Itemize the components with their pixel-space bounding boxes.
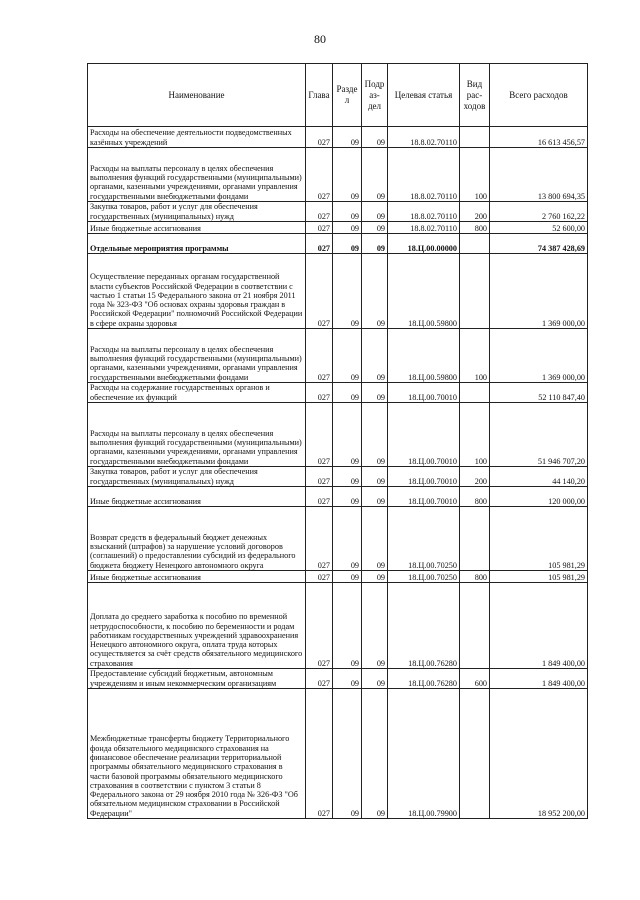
row-target: 18.8.02.70110 xyxy=(388,127,460,148)
row-glava: 027 xyxy=(306,467,333,487)
row-total: 120 000,00 xyxy=(490,487,588,507)
row-razdel: 09 xyxy=(333,329,362,383)
row-vid: 100 xyxy=(460,329,490,383)
row-glava: 027 xyxy=(306,383,333,403)
row-vid: 600 xyxy=(460,669,490,689)
row-glava: 027 xyxy=(306,689,333,819)
row-podrazdel: 09 xyxy=(362,571,388,583)
row-name: Межбюджетные трансферты бюджету Территориального фонда обязательного медицинского страхования на финансовое обеспечение реализации территориальной программы обязательного медицинского страхования в части базовой программы обязательного медицинского страхования в соответствии с пунктом 3 статьи 8 Федерального закона от 29 ноября 2010 года № 326-ФЗ "Об обязательном медицинском страховании в Российской Федерации" xyxy=(88,689,306,819)
row-glava: 027 xyxy=(306,127,333,148)
header-name: Наименование xyxy=(88,64,306,127)
row-razdel: 09 xyxy=(333,127,362,148)
table-row xyxy=(88,403,588,467)
row-podrazdel: 09 xyxy=(362,222,388,234)
row-target: 18.Ц.00.70010 xyxy=(388,383,460,403)
header-vid: Вид рас- ходов xyxy=(460,64,490,127)
row-target: 18.Ц.00.59800 xyxy=(388,329,460,383)
row-target: 18.Ц.00.70010 xyxy=(388,467,460,487)
row-vid: 100 xyxy=(460,403,490,467)
table-row xyxy=(88,202,588,222)
row-target: 18.8.02.70110 xyxy=(388,148,460,202)
row-vid xyxy=(460,234,490,254)
row-vid xyxy=(460,254,490,329)
row-target: 18.8.02.70110 xyxy=(388,202,460,222)
table-row xyxy=(88,222,588,234)
row-total: 105 981,29 xyxy=(490,571,588,583)
table-row xyxy=(88,507,588,571)
header-glava: Глава xyxy=(306,64,333,127)
row-podrazdel: 09 xyxy=(362,202,388,222)
row-glava: 027 xyxy=(306,234,333,254)
row-razdel: 09 xyxy=(333,234,362,254)
row-razdel: 09 xyxy=(333,254,362,329)
row-podrazdel: 09 xyxy=(362,467,388,487)
header-podrazdel: Подр аз- дел xyxy=(362,64,388,127)
row-name: Закупка товаров, работ и услуг для обеспечения государственных (муниципальных) нужд xyxy=(88,202,306,222)
row-total: 52 110 847,40 xyxy=(490,383,588,403)
row-glava: 027 xyxy=(306,571,333,583)
row-glava: 027 xyxy=(306,507,333,571)
row-glava: 027 xyxy=(306,487,333,507)
table-row xyxy=(88,689,588,819)
table-row xyxy=(88,669,588,689)
row-total: 52 600,00 xyxy=(490,222,588,234)
row-total: 16 613 456,57 xyxy=(490,127,588,148)
row-total: 74 387 428,69 xyxy=(490,234,588,254)
row-razdel: 09 xyxy=(333,148,362,202)
row-razdel: 09 xyxy=(333,689,362,819)
row-razdel: 09 xyxy=(333,403,362,467)
row-vid xyxy=(460,383,490,403)
page-number: 80 xyxy=(314,32,326,46)
row-name: Иные бюджетные ассигнования xyxy=(88,487,306,507)
row-razdel: 09 xyxy=(333,571,362,583)
row-razdel: 09 xyxy=(333,202,362,222)
row-podrazdel: 09 xyxy=(362,669,388,689)
row-glava: 027 xyxy=(306,254,333,329)
row-razdel: 09 xyxy=(333,383,362,403)
row-podrazdel: 09 xyxy=(362,329,388,383)
row-name: Возврат средств в федеральный бюджет денежных взысканий (штрафов) за нарушение условий договоров (соглашений) о предоставлении субсидий из федерального бюджета бюджету Ненецкого автономного округа xyxy=(88,507,306,571)
row-glava: 027 xyxy=(306,583,333,669)
row-podrazdel: 09 xyxy=(362,583,388,669)
table-row xyxy=(88,467,588,487)
budget-table xyxy=(87,63,588,819)
row-vid: 800 xyxy=(460,487,490,507)
table-body xyxy=(88,127,588,819)
row-vid xyxy=(460,507,490,571)
row-razdel: 09 xyxy=(333,669,362,689)
table-row xyxy=(88,487,588,507)
table-row xyxy=(88,127,588,148)
table-header-row xyxy=(88,64,588,127)
row-podrazdel: 09 xyxy=(362,383,388,403)
row-glava: 027 xyxy=(306,222,333,234)
row-name: Расходы на выплаты персоналу в целях обеспечения выполнения функций государственными (муниципальными) органами, казенными учреждениями, органами управления государственными внебюджетными фондами xyxy=(88,148,306,202)
row-glava: 027 xyxy=(306,329,333,383)
row-vid: 200 xyxy=(460,202,490,222)
row-razdel: 09 xyxy=(333,487,362,507)
row-name: Иные бюджетные ассигнования xyxy=(88,571,306,583)
row-vid: 800 xyxy=(460,222,490,234)
row-vid xyxy=(460,583,490,669)
table-row xyxy=(88,571,588,583)
row-vid: 800 xyxy=(460,571,490,583)
row-vid xyxy=(460,689,490,819)
row-podrazdel: 09 xyxy=(362,689,388,819)
row-name: Расходы на выплаты персоналу в целях обеспечения выполнения функций государственными (муниципальными) органами, казенными учреждениями, органами управления государственными внебюджетными фондами xyxy=(88,329,306,383)
row-target: 18.Ц.00.76280 xyxy=(388,669,460,689)
row-podrazdel: 09 xyxy=(362,148,388,202)
row-vid xyxy=(460,127,490,148)
row-glava: 027 xyxy=(306,669,333,689)
row-total: 1 849 400,00 xyxy=(490,669,588,689)
table-row xyxy=(88,254,588,329)
row-total: 44 140,20 xyxy=(490,467,588,487)
row-name: Осуществление переданных органам государственной власти субъектов Российской Федерации в соответствии с частью 1 статьи 15 Федерального закона от 21 ноября 2011 года № 323-ФЗ "Об основах охраны здоровья граждан в Российской Федерации" полномочий Российской Федерации в сфере охраны здоровья xyxy=(88,254,306,329)
row-glava: 027 xyxy=(306,202,333,222)
header-razdel: Разде л xyxy=(333,64,362,127)
row-podrazdel: 09 xyxy=(362,507,388,571)
row-name: Расходы на содержание государственных органов и обеспечение их функций xyxy=(88,383,306,403)
row-podrazdel: 09 xyxy=(362,487,388,507)
row-total: 1 369 000,00 xyxy=(490,329,588,383)
row-glava: 027 xyxy=(306,403,333,467)
row-total: 2 760 162,22 xyxy=(490,202,588,222)
row-razdel: 09 xyxy=(333,467,362,487)
row-razdel: 09 xyxy=(333,583,362,669)
row-name: Закупка товаров, работ и услуг для обеспечения государственных (муниципальных) нужд xyxy=(88,467,306,487)
row-name: Отдельные мероприятия программы xyxy=(88,234,306,254)
row-total: 51 946 707,20 xyxy=(490,403,588,467)
row-name: Расходы на выплаты персоналу в целях обеспечения выполнения функций государственными (муниципальными) органами, казенными учреждениями, органами управления государственными внебюджетными фондами xyxy=(88,403,306,467)
row-podrazdel: 09 xyxy=(362,127,388,148)
row-target: 18.8.02.70110 xyxy=(388,222,460,234)
row-total: 1 849 400,00 xyxy=(490,583,588,669)
row-target: 18.Ц.00.59800 xyxy=(388,254,460,329)
row-glava: 027 xyxy=(306,148,333,202)
header-target: Целевая статья xyxy=(388,64,460,127)
row-podrazdel: 09 xyxy=(362,234,388,254)
row-razdel: 09 xyxy=(333,222,362,234)
row-total: 1 369 000,00 xyxy=(490,254,588,329)
row-vid: 200 xyxy=(460,467,490,487)
row-total: 13 800 694,35 xyxy=(490,148,588,202)
row-name: Доплата до среднего заработка к пособию по временной нетрудоспособности, к пособию по беременности и родам работникам государственных учреждений здравоохранения Ненецкого автономного округа, оплата труда которых осуществляется за счёт средств обязательного медицинского страхования xyxy=(88,583,306,669)
row-name: Предоставление субсидий бюджетным, автономным учреждениям и иным некоммерческим организациям xyxy=(88,669,306,689)
row-razdel: 09 xyxy=(333,507,362,571)
row-target: 18.Ц.00.70010 xyxy=(388,487,460,507)
row-target: 18.Ц.00.70250 xyxy=(388,507,460,571)
header-total: Всего расходов xyxy=(490,64,588,127)
row-target: 18.Ц.00.70250 xyxy=(388,571,460,583)
row-target: 18.Ц.00.70010 xyxy=(388,403,460,467)
row-podrazdel: 09 xyxy=(362,254,388,329)
table-row xyxy=(88,383,588,403)
row-podrazdel: 09 xyxy=(362,403,388,467)
row-target: 18.Ц.00.00000 xyxy=(388,234,460,254)
row-target: 18.Ц.00.76280 xyxy=(388,583,460,669)
row-name: Иные бюджетные ассигнования xyxy=(88,222,306,234)
table-row xyxy=(88,329,588,383)
row-total: 105 981,29 xyxy=(490,507,588,571)
row-vid: 100 xyxy=(460,148,490,202)
row-name: Расходы на обеспечение деятельности подведомственных казённых учреждений xyxy=(88,127,306,148)
row-total: 18 952 200,00 xyxy=(490,689,588,819)
table-row xyxy=(88,234,588,254)
table-row xyxy=(88,148,588,202)
row-target: 18.Ц.00.79900 xyxy=(388,689,460,819)
table-row xyxy=(88,583,588,669)
